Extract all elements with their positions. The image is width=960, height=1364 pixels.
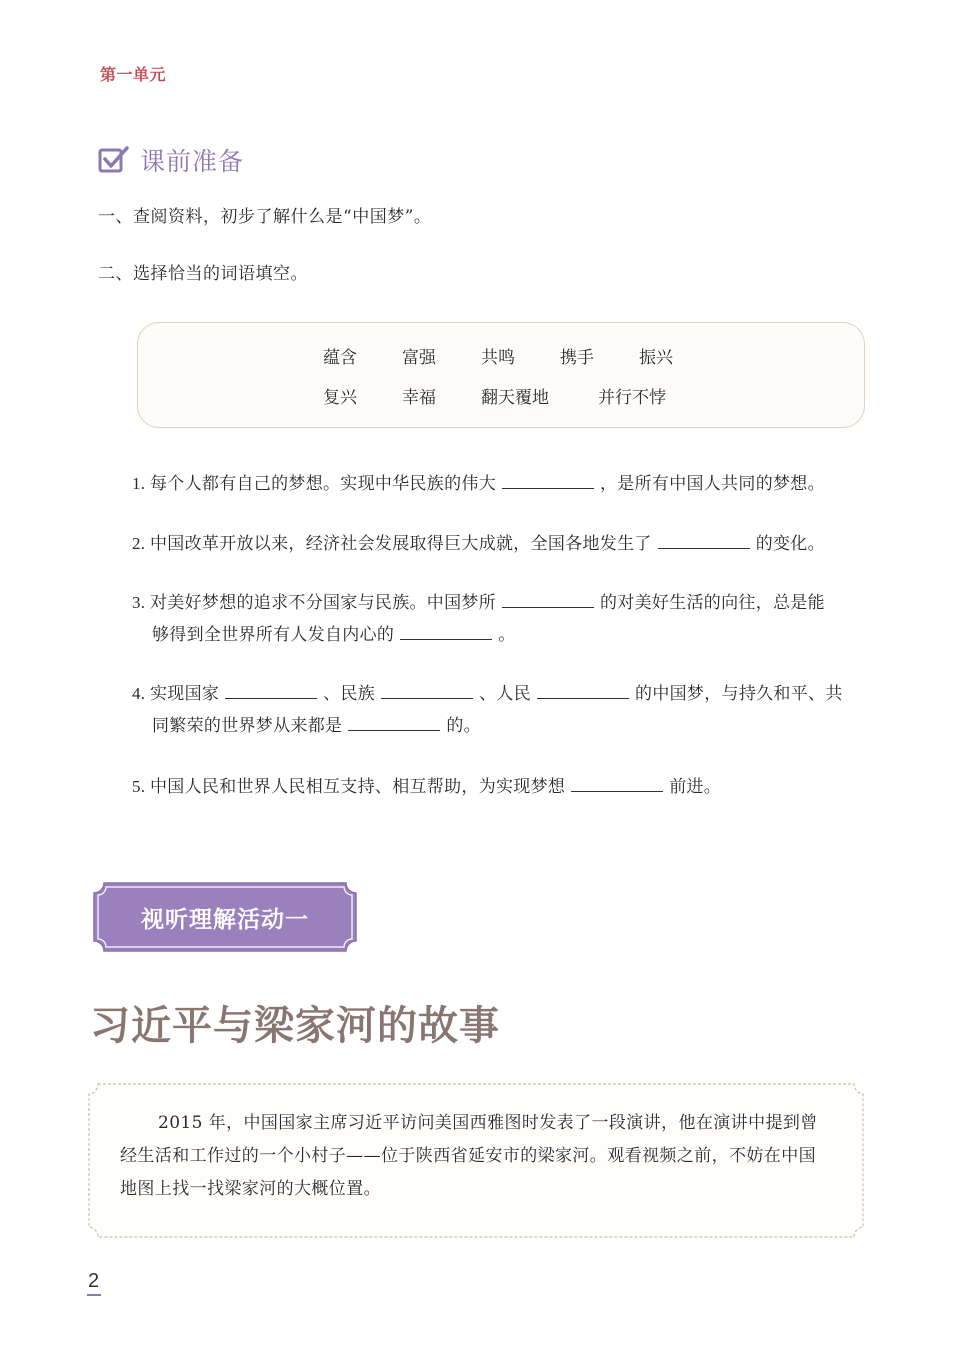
answer-blank[interactable] bbox=[348, 712, 440, 731]
answer-blank[interactable] bbox=[400, 621, 492, 640]
activity-badge-label: 视听理解活动一 bbox=[141, 906, 309, 933]
word-bank-item: 共鸣 bbox=[481, 348, 515, 368]
question-1: 1. 每个人都有自己的梦想。实现中华民族的伟大 ，是所有中国人共同的梦想。 bbox=[132, 468, 872, 500]
story-box bbox=[88, 1083, 864, 1238]
answer-blank[interactable] bbox=[571, 773, 663, 792]
page-number-underline bbox=[87, 1294, 101, 1296]
word-bank-item: 携手 bbox=[560, 348, 594, 368]
answer-blank[interactable] bbox=[502, 470, 594, 489]
story-paragraph: 2015 年，中国国家主席习近平访问美国西雅图时发表了一段演讲，他在演讲中提到曾经生活和工作过的一个小村子——位于陕西省延安市的梁家河。观看视频之前，不妨在中国地图上找一找梁家河的大概位置。 bbox=[120, 1113, 818, 1199]
answer-blank[interactable] bbox=[381, 680, 473, 699]
section-title: 课前准备 bbox=[140, 147, 245, 176]
instruction-2: 二、选择恰当的词语填空。 bbox=[98, 264, 308, 284]
answer-blank[interactable] bbox=[658, 530, 750, 549]
question-3: 3. 对美好梦想的追求不分国家与民族。中国梦所 的对美好生活的向往，总是能 够得到全世界所有人发自内心的 。 bbox=[132, 587, 872, 651]
word-bank-item: 蕴含 bbox=[323, 348, 357, 368]
instruction-1: 一、查阅资料，初步了解什么是“中国梦”。 bbox=[98, 207, 432, 227]
word-bank-item: 并行不悖 bbox=[598, 388, 666, 408]
word-bank-item: 翻天覆地 bbox=[481, 388, 549, 408]
word-bank-item: 幸福 bbox=[402, 388, 436, 408]
unit-label: 第一单元 bbox=[100, 65, 167, 84]
story-title: 习近平与梁家河的故事 bbox=[90, 1003, 500, 1049]
word-bank-item: 振兴 bbox=[639, 348, 673, 368]
answer-blank[interactable] bbox=[502, 589, 594, 608]
section-heading bbox=[98, 142, 244, 178]
checkbox-checked-icon bbox=[98, 145, 130, 175]
word-bank-box bbox=[137, 322, 865, 428]
word-bank-item: 复兴 bbox=[323, 388, 357, 408]
page-number: 2 bbox=[88, 1270, 100, 1292]
activity-badge bbox=[92, 881, 358, 953]
word-bank-item: 富强 bbox=[402, 348, 436, 368]
question-5: 5. 中国人民和世界人民相互支持、相互帮助，为实现梦想 前进。 bbox=[132, 771, 872, 803]
answer-blank[interactable] bbox=[225, 680, 317, 699]
answer-blank[interactable] bbox=[537, 680, 629, 699]
question-2: 2. 中国改革开放以来，经济社会发展取得巨大成就，全国各地发生了 的变化。 bbox=[132, 528, 872, 560]
question-4: 4. 实现国家 、民族 、人民 的中国梦，与持久和平、共 同繁荣的世界梦从来都是 的。 bbox=[132, 678, 872, 742]
